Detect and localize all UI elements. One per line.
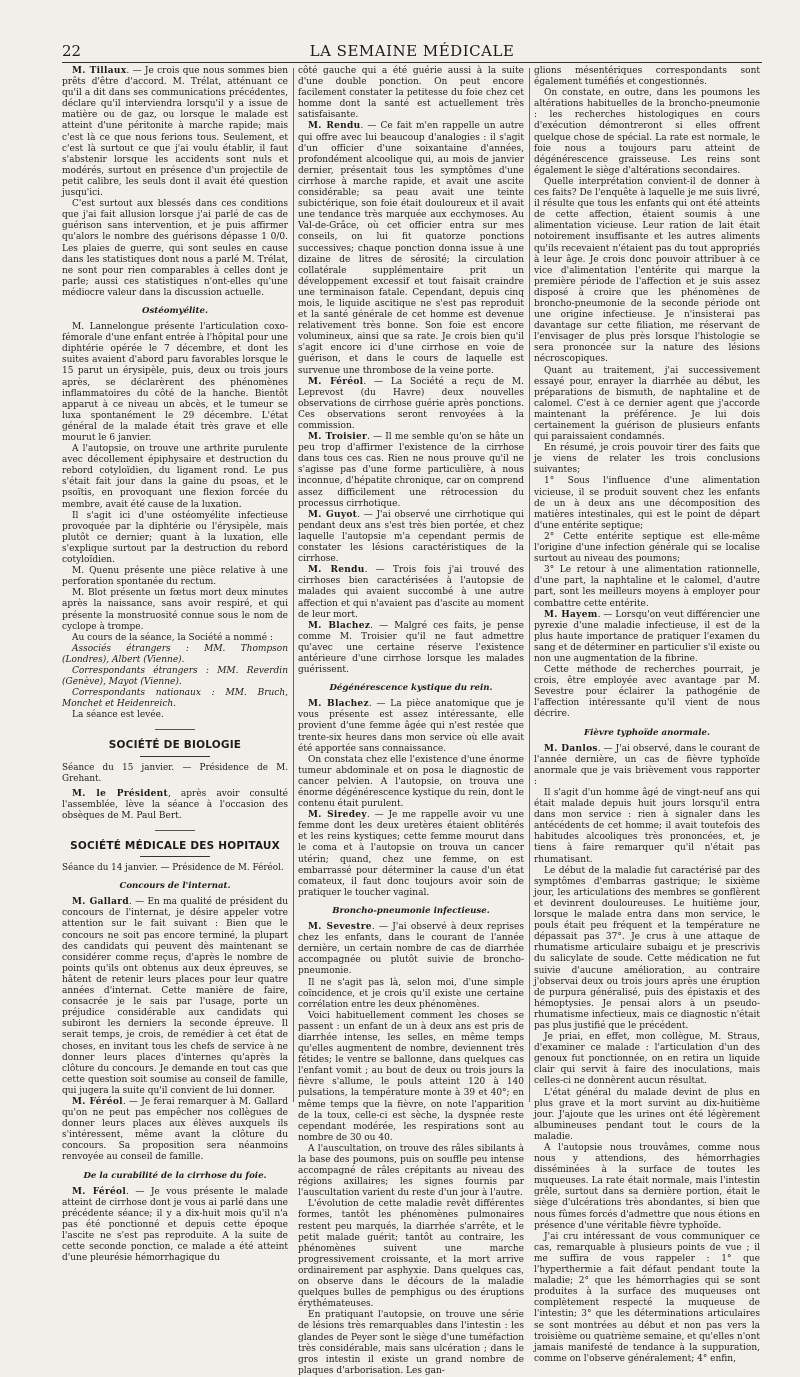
- subsection-heading: De la curabilité de la cirrhose du foie.: [83, 1170, 267, 1181]
- speaker-name: M. Troisier: [308, 432, 368, 443]
- paragraph: L'état général du malade devint de plus en plus grave et la mort survint au dix-huitième jour. J'ajoute que les urines ont été légèrement albumineuses pendant tout le cours de la maladie.: [534, 1087, 760, 1142]
- paragraph: 1° Sous l'influence d'une alimentation vicieuse, il se produit souvent chez les enfants de un à deux ans une décomposition des matières intestinales, qui est le point de départ d'une entérite septique;: [534, 476, 760, 531]
- subsection-heading: Concours de l'internat.: [119, 881, 231, 892]
- paragraph: M. Hayem. — Lorsqu'on veut différencier une pyrexie d'une maladie infectieuse, il est de la plus haute importance de pratiquer l'examen du sang et de déterminer en particulier s'il existe ou non une augmentation de la fibrine.: [534, 609, 760, 664]
- paragraph: M. Rendu. — Trois fois j'ai trouvé des cirrhoses bien caractérisées à l'autopsie de malades qui avaient succombé à une autre affection et qui n'avaient pas d'ascite au moment de leur mort.: [298, 565, 524, 620]
- speaker-name: M. Tillaux: [72, 66, 127, 76]
- paragraph: Correspondants étrangers : MM. Reverdin (Genève), Mayot (Vienne).: [62, 665, 288, 688]
- paragraph: M. Féréol. — Je ferai remarquer à M. Gallard qu'on ne peut pas empêcher nos collègues de donner leurs places aux élèves auxquels ils s'intéressent, même avant la clôture du concours. Sa proposition sera néanmoins renvoyée au conseil de famille.: [62, 1096, 288, 1163]
- column-divider: [293, 68, 294, 1102]
- speaker-name: M. Rendu: [308, 565, 365, 576]
- session-meta: Séance du 14 janvier. — Présidence de M. Féréol.: [62, 863, 284, 874]
- heading-rule: [140, 756, 210, 757]
- section-heading: SOCIÉTÉ DE BIOLOGIE: [108, 739, 242, 752]
- paragraph: Quelle interprétation convient-il de donner à ces faits? De l'enquête à laquelle je me suis livré, il résulte que tous les enfants qui ont été atteints de cette affection, étaient soumis à une alimentation vicieuse. Leur ration de lait était notoirement insuffisante et les autres aliments qu'ils recevaient n'étaient pas du tout appropriés à leur âge. Je crois donc pouvoir attribuer à ce vice d'alimentation l'entérite qui marque la première période de l'affection et je suis assez disposé à croire que les phénomènes de broncho-pneumonie de la seconde période ont une origine infectieuse. Je n'insisterai pas davantage sur cette filiation, me réservant de l'envisager de plus près lorsque l'histologie se sera prononcée sur la nature des lésions nécroscopiques.: [534, 176, 760, 365]
- paragraph: A l'autopsie, on trouve une arthrite purulente avec décollement épiphysaire et destruction du rebord cotyloïdien, du ligament rond. Le pus s'était fait jour dans la gaine du psoas, et le psoïtis, en provoquant une flexion forcée du membre, avait été cause de la luxation.: [62, 444, 288, 510]
- subsection-heading: Dégénérescence kystique du rein.: [329, 683, 493, 694]
- speaker-name: M. le Président: [72, 788, 168, 799]
- speaker-name: M. Féréol: [308, 376, 364, 387]
- subsection-heading: Broncho-pneumonie infectieuse.: [332, 905, 490, 916]
- paragraph: En pratiquant l'autopsie, on trouve une série de lésions très remarquables dans l'intestin : les glandes de Peyer sont le siège d'une tuméfaction très considérable, mais sans ulcération ; dans le gros intestin il existe un grand nombre de plaques d'arborisation. Les gan-: [298, 1310, 524, 1376]
- paragraph: Le début de la maladie fut caractérisé par des symptômes d'embarras gastrique; le sixième jour, les articulations des membres se gonflèrent et devinrent douloureuses. Le huitième jour, lorsque le malade entra dans mon service, le pouls était peu fréquent et la température ne dépassait pas 37°. Je crus à une attaque de rhumatisme articulaire subaigu et je prescrivis du salicylate de soude. Cette médication ne fut suivie d'aucune amélioration, au contraire j'observai deux ou trois jours après une éruption de purpura généralisé, puis des épistaxis et des hémoptysies. Je pensai alors à un pseudo-rhumatisme infectieux, mais ce diagnostic n'était pas plus justifié que le précédent.: [534, 865, 760, 1031]
- session-meta: Séance du 15 janvier. — Présidence de M. Grehant.: [62, 762, 288, 784]
- paragraph: 2° Cette entérite septique est elle-même l'origine d'une infection générale qui se localise surtout au niveau des poumons;: [534, 531, 760, 565]
- heading-rule: [140, 856, 210, 857]
- paragraph: M. Danlos. — J'ai observé, dans le courant de l'année dernière, un cas de fièvre typhoïde anormale que je vais brièvement vous rapporter :: [534, 743, 760, 787]
- paragraph: J'ai cru intéressant de vous communiquer ce cas, remarquable à plusieurs points de vue ; il me suffira de vous rappeler : 1° que l'hyperthermie a fait défaut pendant toute la maladie; 2° que les hémorrhagies qui se sont produites à la surface des muqueuses ont complètement respecté la muqueuse de l'intestin; 3° que les déterminations articulaires se sont montrées au début et non pas vers la troisième ou quatrième semaine, et qu'elles n'ont jamais manifesté de tendance à la suppuration, comme on l'observe généralement; 4° enfin,: [534, 1231, 760, 1364]
- column-right: [534, 66, 760, 1364]
- paragraph: Associés étrangers : MM. Thompson (Londres), Albert (Vienne).: [62, 643, 288, 665]
- paragraph: M. Sevestre. — J'ai observé à deux reprises chez les enfants, dans le courant de l'année dernière, un certain nombre de cas de diarrhée accompagnée ou plutôt suivie de broncho-pneumonie.: [298, 922, 524, 977]
- paragraph: Cette méthode de recherches pourrait, je crois, être employée avec avantage par M. Sevestre pour éclairer la pathogénie de l'affection intéressante qu'il vient de nous décrire.: [534, 665, 760, 720]
- speaker-name: M. Guyot: [308, 509, 358, 520]
- paragraph: glions mésentériques correspondants sont également tuméfiés et congestionnés.: [534, 66, 760, 88]
- speaker-name: M. Danlos: [544, 743, 598, 754]
- page-number: 22: [62, 42, 82, 60]
- paragraph: M. Quenu présente une pièce relative à une perforation spontanée du rectum.: [62, 566, 288, 588]
- paragraph: M. Lannelongue présente l'articulation coxo-fémorale d'une enfant entrée à l'hôpital pour une diphtérie opérée le 7 décembre, et dont les suites avaient d'abord paru favorables lorsque le 15 parut un érysipèle, puis, deux ou trois jours après, se déclarèrent des phénomènes inflammatoires du côté de la hanche. Bientôt apparut à ce niveau un abcès, et le tumeur se luxa spontanément le 29 décembre. L'état général de la malade était très grave et elle mourut le 6 janvier.: [62, 322, 288, 443]
- paragraph: Il s'agit ici d'une ostéomyélite infectieuse provoquée par la diphtérie ou l'érysipèle, mais plutôt ce dernier; quant à la luxation, elle s'explique surtout par la destruction du rebord cotyloïdien.: [62, 510, 288, 566]
- separator: [155, 729, 195, 730]
- paragraph: M. le Président, après avoir consulté l'assemblée, lève la séance à l'occasion des obsèques de M. Paul Bert.: [62, 788, 289, 821]
- paragraph: côté gauche qui a été guérie aussi à la suite d'une double ponction. On peut encore facilement constater la petitesse du foie chez cet homme dont la santé est actuellement très satisfaisante.: [298, 66, 524, 121]
- paragraph: 3° Le retour à une alimentation rationnelle, d'une part, la naphtaline et le calomel, d'autre part, sont les meilleurs moyens à employer pour combattre cette entérite.: [534, 565, 760, 609]
- speaker-name: M. Hayem: [544, 609, 598, 620]
- running-head: [62, 42, 762, 62]
- paragraph: A l'autopsie nous trouvâmes, comme nous nous y attendions, des hémorrhagies disséminées à la surface de toutes les muqueuses. La rate était normale, mais l'intestin grêle, surtout dans sa dernière portion, était le siège d'ulcérations très abondantes, si bien que nous fûmes forcés d'admettre que nous étions en présence d'une véritable fièvre typhoïde.: [534, 1143, 760, 1231]
- header-rule: [62, 62, 762, 63]
- paragraph: M. Rendu. — Ce fait m'en rappelle un autre qui offre avec lui beaucoup d'analogies : il s'agit d'un officier d'une soixantaine d'années, profondément alcoolique qui, au mois de janvier dernier, présentait tous les symptômes d'une cirrhose à marche rapide, et avait une ascite considérable; sa peau avait une teinte subictérique, son foie était douloureux et il avait une tendance très marquée aux ecchymoses. Au Val-de-Grâce, où cet officier entra sur mes conseils, on lui fit quatorze ponctions successives; chaque ponction donna issue à une dizaine de litres de sérosité; la circulation collatérale supplémentaire prit un développement excessif et tout faisait craindre une terminaison fatale. Cependant, depuis cinq mois, le liquide ascitique ne s'est pas reproduit et la santé générale de cet homme est devenue relativement très bonne. Son foie est encore volumineux, ainsi que sa rate. Je crois bien qu'il s'agit encore ici d'une cirrhose en voie de guérison, et dans le cours de laquelle est survenue une thrombose de la veine porte.: [298, 121, 524, 376]
- speaker-name: M. Gallard: [72, 897, 129, 908]
- paragraph: M. Blot présente un fœtus mort deux minutes après la naissance, sans avoir respiré, et qui présente la monstruosité connue sous le nom de cyclope à trompe.: [62, 588, 288, 632]
- paragraph: M. Tillaux. — Je crois que nous sommes bien prêts d'être d'accord. M. Trélat, atténuant ce qu'il a dit dans ses communications précédentes, déclare qu'il interviendra lorsqu'il y a issue de matière ou de gaz, ou lorsque le malade est atteint d'une péritonite à marche rapide; mais c'est là ce que nous ferions tous. Seulement, et c'est là surtout ce que j'ai voulu établir, il faut s'abstenir lorsque les accidents sont nuls et modérés, surtout en présence d'un projectile de petit calibre, les seuls dont il avait été question jusqu'ici.: [62, 66, 288, 199]
- paragraph: Au cours de la séance, la Société a nommé :: [72, 632, 273, 643]
- paragraph: M. Gallard. — En ma qualité de président du concours de l'internat, je désire appeler votre attention sur le fait suivant : Bien que le concours ne soit pas encore terminé, la plupart des candidats qui peuvent dès maintenant se considérer comme reçus, d'après le nombre de points qu'ils ont obtenus aux deux épreuves, se hâtent de retenir leurs places pour leur quatre années d'internat. Cette manière de faire, consacrée je le sais par l'usage, porte un préjudice considérable aux candidats qui subiront les derniers la seconde épreuve. Il serait temps, je crois, de remédier à cet état de choses, en invitant tous les chefs de service à ne donner leurs places d'internes qu'après la clôture du concours. Je demande en tout cas que cette question soit soumise au conseil de famille, qui jugera la suite qu'il convient de lui donner.: [62, 897, 288, 1096]
- speaker-name: M. Féréol: [72, 1186, 127, 1197]
- speaker-name: M. Rendu: [308, 121, 361, 132]
- paragraph: C'est surtout aux blessés dans ces conditions que j'ai fait allusion lorsque j'ai parlé de cas de guérison sans intervention, et je puis affirmer qu'alors le nombre des guérisons dépasse 1 0/0. Les plaies de guerre, qui sont seules en cause dans les statistiques dont nous a parlé M. Trélat, ne sont pour rien comparables à celles dont je parle; aussi ces statistiques n'ont-elles qu'une médiocre valeur dans la discussion actuelle.: [62, 199, 288, 298]
- paragraph: M. Blachez. — Malgré ces faits, je pense comme M. Troisier qu'il ne faut admettre qu'avec une certaine réserve l'existence antérieure d'une cirrhose lorsque les malades guérissent.: [298, 620, 524, 676]
- speaker-name: M. Siredey: [308, 810, 367, 821]
- separator: [155, 830, 195, 831]
- speaker-name: M. Blachez: [308, 620, 371, 631]
- column-divider: [529, 68, 530, 1102]
- section-heading: SOCIÉTÉ MÉDICALE DES HOPITAUX: [70, 840, 280, 852]
- paragraph: M. Guyot. — J'ai observé une cirrhotique qui pendant deux ans s'est très bien portée, et chez laquelle l'autopsie m'a cependant permis de constater les lésions caractéristiques de la cirrhose.: [298, 509, 524, 565]
- paragraph: Je priai, en effet, mon collègue, M. Straus, d'examiner ce malade : l'articulation d'un des genoux fut ponctionnée, on en retira un liquide clair qui servit à faire des inoculations, mais celles-ci ne donnèrent aucun résultat.: [534, 1032, 760, 1087]
- paragraph: On constate, en outre, dans les poumons les altérations habituelles de la broncho-pneumonie : les recherches histologiques en cours d'exécution démontreront si elles offrent quelque chose de spécial. La rate est normale, le foie nous a toujours paru atteint de dégénérescence graisseuse. Les reins sont également le siège d'altérations secondaires.: [534, 88, 760, 176]
- paragraph: Quant au traitement, j'ai successivement essayé pour, enrayer la diarrhée au début, les préparations de bismuth, de naphtaline et de calomel. C'est à ce dernier agent que j'accorde maintenant la préférence. Je lui dois certainement la guérison de plusieurs enfants qui paraissaient condamnés.: [534, 365, 760, 443]
- paragraph: M. Féréol. — La Société a reçu de M. Leprevost (du Havre) deux nouvelles observations de cirrhose guérie après ponctions. Ces observations seront renvoyées à la commission.: [298, 376, 524, 431]
- paragraph: M. Blachez. — La pièce anatomique que je vous présente est assez intéressante, elle provient d'une femme âgée qui n'est restée que trente-six heures dans mon service où elle avait été apportée sans connaissance.: [298, 699, 524, 754]
- speaker-name: M. Féréol: [72, 1096, 123, 1107]
- speaker-name: M. Sevestre: [308, 922, 372, 933]
- paragraph: Il s'agit d'un homme âgé de vingt-neuf ans qui était malade depuis huit jours lorsqu'il entra dans mon service : rien à signaler dans les antécédents de cet homme; il avait toutefois des habitudes alcooliques très prononcées, et, je tiens à faire remarquer qu'il n'était pas rhumatisant.: [534, 788, 760, 865]
- paragraph: Voici habituellement comment les choses se passent : un enfant de un à deux ans est pris de diarrhée intense, les selles, en même temps qu'elles augmentent de nombre, deviennent très fétides; le ventre se ballonne, dans quelques cas l'enfant vomit ; au bout de deux ou trois jours la fièvre s'allume, le pouls atteint 120 à 140 pulsations, la température monte à 39 et 40°; en même temps que la fièvre, on note l'apparition de la toux, celle-ci est sèche, la dyspnée reste cependant modérée, les respirations sont au nombre de 30 ou 40.: [298, 1010, 524, 1143]
- paragraph: L'évolution de cette maladie revêt différentes formes, tantôt les phénomènes pulmonaires restent peu marqués, la diarrhée s'arrête, et le petit malade guérit; tantôt au contraire, les phénomènes suivent une marche progressivement croissante, et la mort arrive ordinairement par asphyxie. Dans quelques cas, on observe dans le décours de la maladie quelques bulles de pemphigus ou des éruptions érythémateuses.: [298, 1199, 524, 1310]
- column-left: [62, 66, 289, 1264]
- paragraph: M. Féréol. — Je vous présente le malade atteint de cirrhose dont je vous ai parlé dans une précédente séance; il y a dix-huit mois qu'il n'a pas été ponctionné et depuis cette époque l'ascite ne s'est pas reproduite. A la suite de cette seconde ponction, ce malade a été atteint d'une pleurésie hémorrhagique du: [62, 1186, 288, 1264]
- speaker-name: M. Blachez: [308, 699, 369, 710]
- subsection-heading: Fièvre typhoïde anormale.: [584, 727, 710, 738]
- column-middle: [298, 66, 524, 1376]
- paragraph: M. Troisier. — Il me semble qu'on se hâte un peu trop d'affirmer l'existence de la cirrhose dans tous ces cas. Rien ne nous prouve qu'il ne s'agisse pas d'une forme particulière, à nous inconnue, d'hépatite chronique, car on comprend assez difficilement une rétrocession du processus cirrhotique.: [298, 432, 524, 509]
- paragraph: A l'auscultation, on trouve des râles sibilants à la base des poumons, puis on souffle peu intense accompagné de râles crépitants au niveau des régions axillaires; les signes fournis par l'auscultation varient du reste d'un jour à l'autre.: [298, 1143, 524, 1199]
- paragraph: La séance est levée.: [72, 710, 164, 721]
- subsection-heading: Ostéomyélite.: [141, 305, 208, 316]
- paragraph: On constata chez elle l'existence d'une énorme tumeur abdominale et on posa le diagnostic de cancer pelvien. A l'autopsie, on trouva une énorme dégénérescence kystique du rein, dont le contenu était purulent.: [298, 754, 524, 810]
- paragraph: M. Siredey. — Je me rappelle avoir vu une femme dont les deux uretères étaient oblitérés et les reins kystiques; cette femme mourut dans le coma et à l'autopsie on trouva un cancer utérin; quand, chez une femme, on est embarrassé pour déterminer la cause d'un état comateux, il faut donc toujours avoir soin de pratiquer le toucher vaginal.: [298, 810, 524, 898]
- journal-title: LA SEMAINE MÉDICALE: [309, 42, 515, 60]
- paragraph: En résumé, je crois pouvoir tirer des faits que je viens de relater les trois conclusions suivantes;: [534, 443, 760, 476]
- text-columns: [62, 66, 762, 1376]
- paragraph: Correspondants nationaux : MM. Bruch, Monchet et Heidenreich.: [62, 688, 288, 710]
- paragraph: Il ne s'agit pas là, selon moi, d'une simple coïncidence, et je crois qu'il existe une certaine corrélation entre les deux phénomènes.: [298, 977, 524, 1010]
